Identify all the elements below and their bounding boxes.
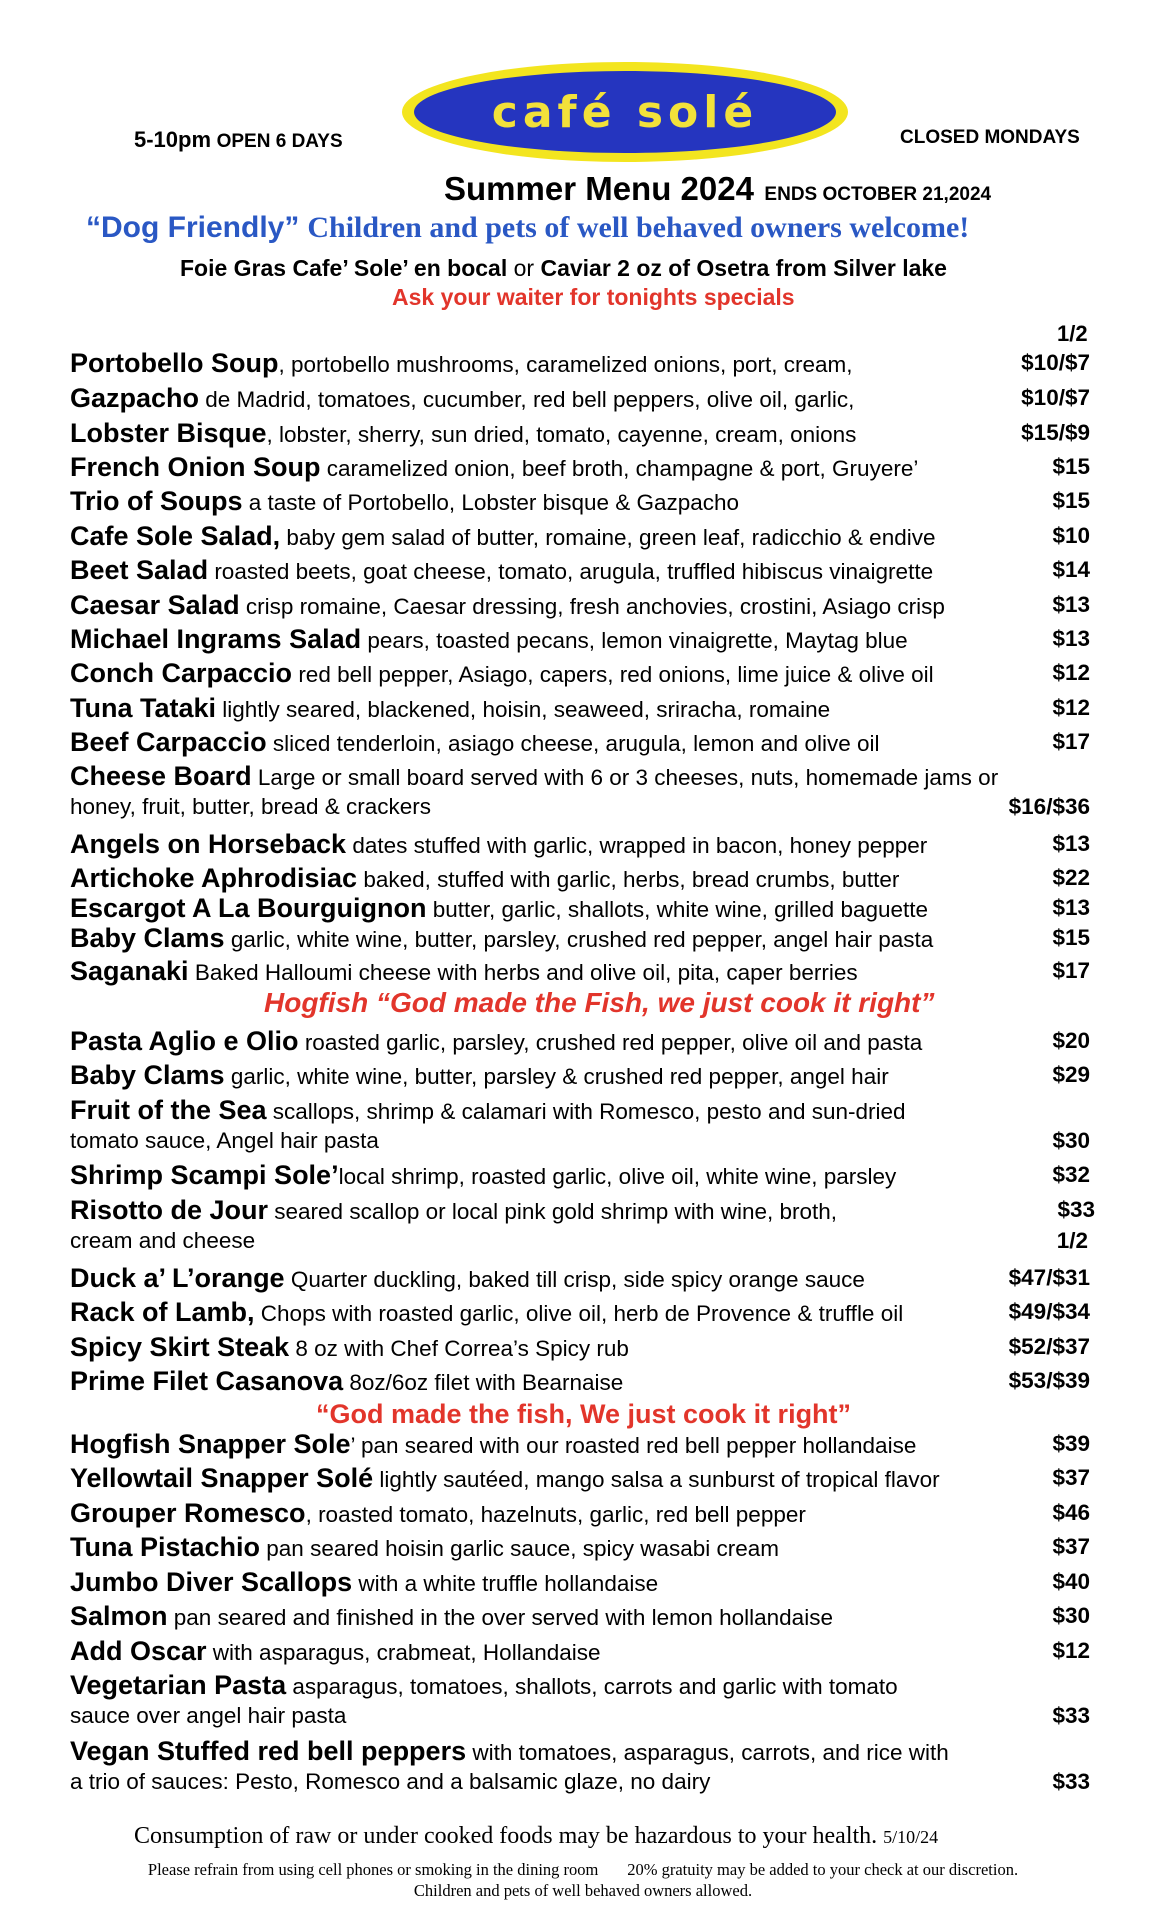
menu-item xyxy=(70,1095,1090,1157)
menu-item-desc: baked, stuffed with garlic, herbs, bread crumbs, butter xyxy=(357,867,900,892)
menu-item xyxy=(70,761,1090,823)
menu-item-name: Hogfish Snapper Sole xyxy=(70,1429,351,1459)
menu-item xyxy=(70,1332,1090,1363)
menu-item-name: Cheese Board xyxy=(70,761,252,791)
menu-item xyxy=(70,658,1090,689)
menu-item-name: French Onion Soup xyxy=(70,452,321,482)
menu-item xyxy=(70,1601,1090,1632)
half-portion-label: 1/2 xyxy=(1056,1228,1088,1253)
menu-item-price: $33 xyxy=(1052,1703,1090,1728)
menu-item-desc: scallops, shrimp & calamari with Romesco, pesto and sun-dried xyxy=(266,1099,906,1124)
menu-item-desc: roasted beets, goat cheese, tomato, arugula, truffled hibiscus vinaigrette xyxy=(208,559,934,584)
menu-title-line xyxy=(444,170,991,208)
menu-item-name: Trio of Soups xyxy=(70,486,243,516)
menu-title: Summer Menu 2024 xyxy=(444,170,754,207)
menu-item-price: $10/$7 xyxy=(1021,385,1090,410)
menu-item-price: $13 xyxy=(1052,626,1090,651)
foie-caviar-line xyxy=(180,255,947,282)
menu-item xyxy=(70,1195,1095,1257)
menu-item xyxy=(70,1567,1090,1598)
dog-friendly-text: Children and pets of well behaved owners welcome! xyxy=(307,211,970,244)
hours-time: 5-10pm xyxy=(134,127,212,152)
menu-item-name: Baby Clams xyxy=(70,923,225,953)
menu-item-desc: Baked Halloumi cheese with herbs and olive oil, pita, caper berries xyxy=(188,960,858,985)
menu-item xyxy=(70,624,1090,655)
menu-item-price: $37 xyxy=(1052,1534,1090,1559)
menu-item xyxy=(70,727,1090,758)
menu-item-desc-cont: sauce over angel hair pasta xyxy=(70,1703,347,1728)
menu-item-price: $12 xyxy=(1052,660,1090,685)
menu-item-desc: , roasted tomato, hazelnuts, garlic, red bell pepper xyxy=(305,1502,806,1527)
menu-item-price: $33 xyxy=(1052,1769,1090,1794)
menu-item-price: $17 xyxy=(1052,958,1090,983)
menu-item-desc: Chops with roasted garlic, olive oil, herb de Provence & truffle oil xyxy=(254,1301,904,1326)
menu-item-desc: Large or small board served with 6 or 3 cheeses, nuts, homemade jams or xyxy=(251,765,999,790)
menu-item-price: $30 xyxy=(1052,1128,1090,1153)
menu-item-desc: with asparagus, crabmeat, Hollandaise xyxy=(206,1640,601,1665)
menu-item xyxy=(70,923,1090,954)
menu-item-price: $16/$36 xyxy=(1008,794,1090,819)
menu-item-price: $13 xyxy=(1052,895,1090,920)
menu-item xyxy=(70,1060,1090,1091)
menu-item-desc: ’ pan seared with our roasted red bell pepper hollandaise xyxy=(350,1433,917,1458)
menu-item-price: $53/$39 xyxy=(1008,1368,1090,1393)
menu-item-name: Jumbo Diver Scallops xyxy=(70,1567,353,1597)
menu-item-desc: crisp romaine, Caesar dressing, fresh anchovies, crostini, Asiago crisp xyxy=(239,594,945,619)
menu-item-price: $32 xyxy=(1052,1162,1090,1187)
menu-item-name: Shrimp Scampi Sole’ xyxy=(70,1160,339,1190)
menu-item-desc: Quarter duckling, baked till crisp, side spicy orange sauce xyxy=(284,1267,865,1292)
specials-note: Ask your waiter for tonights specials xyxy=(392,284,795,310)
menu-item-price: $40 xyxy=(1052,1569,1090,1594)
menu-item-price: $13 xyxy=(1052,831,1090,856)
menu-item xyxy=(70,1670,1090,1732)
pets-note: Children and pets of well behaved owners allowed. xyxy=(413,1881,753,1900)
menu-item-desc: a taste of Portobello, Lobster bisque & Gazpacho xyxy=(242,490,740,515)
menu-item-desc: 8 oz with Chef Correa’s Spicy rub xyxy=(289,1336,629,1361)
menu-item-price: $47/$31 xyxy=(1008,1265,1090,1290)
menu-item-name: Duck a’ L’orange xyxy=(70,1263,285,1293)
menu-item-desc: seared scallop or local pink gold shrimp with wine, broth, xyxy=(268,1199,838,1224)
menu-item xyxy=(70,863,1090,894)
menu-item-desc: , lobster, sherry, sun dried, tomato, cayenne, cream, onions xyxy=(266,422,857,447)
menu-item-name: Baby Clams xyxy=(70,1060,225,1090)
menu-item-name: Pasta Aglio e Olio xyxy=(70,1026,299,1056)
menu-item-desc: pan seared hoisin garlic sauce, spicy wasabi cream xyxy=(260,1536,780,1561)
menu-item-price: $30 xyxy=(1052,1603,1090,1628)
menu-item-name: Gazpacho xyxy=(70,383,200,413)
menu-item-name: Portobello Soup xyxy=(70,348,279,378)
menu-item xyxy=(70,348,1090,379)
menu-item xyxy=(70,383,1090,414)
menu-item-name: Beet Salad xyxy=(70,555,209,585)
menu-item-desc: de Madrid, tomatoes, cucumber, red bell peppers, olive oil, garlic, xyxy=(199,387,855,412)
menu-item xyxy=(70,1263,1090,1294)
menu-item-desc-cont: tomato sauce, Angel hair pasta xyxy=(70,1128,379,1153)
fish-heading: “God made the fish, We just cook it right” xyxy=(316,1399,852,1429)
menu-item-name: Saganaki xyxy=(70,956,189,986)
menu-item xyxy=(70,521,1090,552)
menu-item-price: $12 xyxy=(1052,1638,1090,1663)
menu-item-desc: lightly seared, blackened, hoisin, seaweed, sriracha, romaine xyxy=(216,697,831,722)
menu-item-name: Beef Carpaccio xyxy=(70,727,267,757)
menu-item-desc: dates stuffed with garlic, wrapped in bacon, honey pepper xyxy=(346,833,928,858)
menu-item-price: $49/$34 xyxy=(1008,1299,1090,1324)
menu-item-price: $20 xyxy=(1052,1028,1090,1053)
menu-item xyxy=(70,1026,1090,1057)
foie-or: or xyxy=(513,255,535,281)
menu-item-name: Fruit of the Sea xyxy=(70,1095,267,1125)
print-date: 5/10/24 xyxy=(883,1827,939,1847)
menu-item-desc: caramelized onion, beef broth, champagne & port, Gruyere’ xyxy=(320,456,919,481)
menu-item xyxy=(70,1297,1090,1328)
menu-item xyxy=(70,1636,1090,1667)
menu-item-price: $14 xyxy=(1052,557,1090,582)
menu-item-price: $17 xyxy=(1052,729,1090,754)
menu-item xyxy=(70,956,1090,987)
menu-item-name: Tuna Tataki xyxy=(70,693,217,723)
menu-item-name: Artichoke Aphrodisiac xyxy=(70,863,358,893)
menu-item xyxy=(70,555,1090,586)
menu-item-desc: asparagus, tomatoes, shallots, carrots and garlic with tomato xyxy=(286,1674,898,1699)
hours-days: OPEN 6 DAYS xyxy=(216,131,343,152)
menu-item xyxy=(70,1532,1090,1563)
menu-item xyxy=(70,1463,1090,1494)
menu-item xyxy=(70,590,1090,621)
menu-item-name: Prime Filet Casanova xyxy=(70,1366,344,1396)
menu-item-price: $15 xyxy=(1052,925,1090,950)
hogfish-heading: Hogfish “God made the Fish, we just cook it right” xyxy=(264,987,935,1018)
menu-item-desc: roasted garlic, parsley, crushed red pepper, olive oil and pasta xyxy=(298,1030,923,1055)
foie-gras: Foie Gras Cafe’ Sole’ en bocal xyxy=(180,255,508,281)
menu-item-desc: local shrimp, roasted garlic, olive oil, white wine, parsley xyxy=(338,1164,897,1189)
menu-item-desc-cont: cream and cheese xyxy=(70,1228,256,1253)
menu-item-desc: garlic, white wine, butter, parsley, crushed red pepper, angel hair pasta xyxy=(224,927,934,952)
dog-friendly-label: “Dog Friendly” xyxy=(86,211,300,244)
menu-item-price: $33 xyxy=(1057,1197,1095,1222)
menu-item-price: $52/$37 xyxy=(1008,1334,1090,1359)
menu-item-desc: lightly sautéed, mango salsa a sunburst of tropical flavor xyxy=(373,1467,940,1492)
menu-item-desc: garlic, white wine, butter, parsley & crushed red pepper, angel hair xyxy=(224,1064,889,1089)
menu-item-desc: with tomatoes, asparagus, carrots, and rice with xyxy=(466,1740,949,1765)
menu-item xyxy=(70,893,1090,924)
menu-item xyxy=(70,1429,1090,1460)
logo-oval xyxy=(414,71,836,153)
menu-item-desc: with a white truffle hollandaise xyxy=(352,1571,659,1596)
menu-item-desc: sliced tenderloin, asiago cheese, arugula, lemon and olive oil xyxy=(266,731,880,756)
menu-item-name: Lobster Bisque xyxy=(70,418,267,448)
menu-item xyxy=(70,1498,1090,1529)
menu-item xyxy=(70,693,1090,724)
menu-item xyxy=(70,829,1090,860)
policy-note: Please refrain from using cell phones or smoking in the dining room 20% gratuity may be added to your check at our discretion. xyxy=(147,1860,1019,1879)
menu-item-name: Salmon xyxy=(70,1601,168,1631)
half-portion-label: 1/2 xyxy=(1057,321,1088,346)
menu-item-name: Vegetarian Pasta xyxy=(70,1670,287,1700)
menu-item-desc: red bell pepper, Asiago, capers, red onions, lime juice & olive oil xyxy=(292,662,934,687)
menu-item-desc: , portobello mushrooms, caramelized onions, port, cream, xyxy=(278,352,853,377)
menu-item-name: Risotto de Jour xyxy=(70,1195,269,1225)
menu-item-name: Angels on Horseback xyxy=(70,829,347,859)
menu-item-name: Conch Carpaccio xyxy=(70,658,293,688)
menu-item xyxy=(70,486,1090,517)
menu-item-desc: baby gem salad of butter, romaine, green leaf, radicchio & endive xyxy=(280,525,936,550)
menu-item-price: $15 xyxy=(1052,488,1090,513)
menu-item-desc: pan seared and finished in the over served with lemon hollandaise xyxy=(167,1605,833,1630)
menu-item-price: $15/$9 xyxy=(1021,420,1090,445)
menu-item xyxy=(70,452,1090,483)
menu-item xyxy=(70,1366,1090,1397)
menu-item-price: $15 xyxy=(1052,454,1090,479)
menu-item-price: $37 xyxy=(1052,1465,1090,1490)
logo-text: café solé xyxy=(491,86,759,138)
menu-item-price: $13 xyxy=(1052,592,1090,617)
menu-item-name: Spicy Skirt Steak xyxy=(70,1332,290,1362)
health-warning-text: Consumption of raw or under cooked foods may be hazardous to your health. xyxy=(134,1823,878,1849)
menu-item-name: Vegan Stuffed red bell peppers xyxy=(70,1736,467,1766)
menu-item xyxy=(70,1736,1090,1798)
menu-item-desc: 8oz/6oz filet with Bearnaise xyxy=(343,1370,624,1395)
menu-item-name: Rack of Lamb, xyxy=(70,1297,255,1327)
menu-item-name: Yellowtail Snapper Solé xyxy=(70,1463,374,1493)
hours-closed: CLOSED MONDAYS xyxy=(900,127,1080,148)
menu-item-price: $39 xyxy=(1052,1431,1090,1456)
health-warning xyxy=(134,1823,938,1850)
menu-item-price: $10 xyxy=(1052,523,1090,548)
menu-item-price: $12 xyxy=(1052,695,1090,720)
menu-item-price: $10/$7 xyxy=(1021,350,1090,375)
menu-item-price: $22 xyxy=(1052,865,1090,890)
menu-item-desc-cont: honey, fruit, butter, bread & crackers xyxy=(70,794,432,819)
hours-open xyxy=(134,127,343,153)
menu-item-desc-cont: a trio of sauces: Pesto, Romesco and a balsamic glaze, no dairy xyxy=(70,1769,711,1794)
menu-item-name: Cafe Sole Salad, xyxy=(70,521,281,551)
menu-item xyxy=(70,418,1090,449)
cafe-sole-logo xyxy=(402,62,848,162)
menu-item-name: Tuna Pistachio xyxy=(70,1532,261,1562)
menu-item-name: Michael Ingrams Salad xyxy=(70,624,362,654)
menu-item-price: $46 xyxy=(1052,1500,1090,1525)
menu-item-name: Add Oscar xyxy=(70,1636,207,1666)
menu-item-name: Escargot A La Bourguignon xyxy=(70,893,427,923)
menu-item-desc: pears, toasted pecans, lemon vinaigrette, Maytag blue xyxy=(361,628,908,653)
menu-item xyxy=(70,1160,1090,1191)
menu-item-price: $29 xyxy=(1052,1062,1090,1087)
menu-item-name: Grouper Romesco xyxy=(70,1498,306,1528)
dog-friendly-line xyxy=(86,211,969,245)
menu-end-date: ENDS OCTOBER 21,2024 xyxy=(764,184,992,205)
caviar: Caviar 2 oz of Osetra from Silver lake xyxy=(540,255,947,281)
menu-item-name: Caesar Salad xyxy=(70,590,240,620)
menu-item-desc: butter, garlic, shallots, white wine, grilled baguette xyxy=(426,897,929,922)
